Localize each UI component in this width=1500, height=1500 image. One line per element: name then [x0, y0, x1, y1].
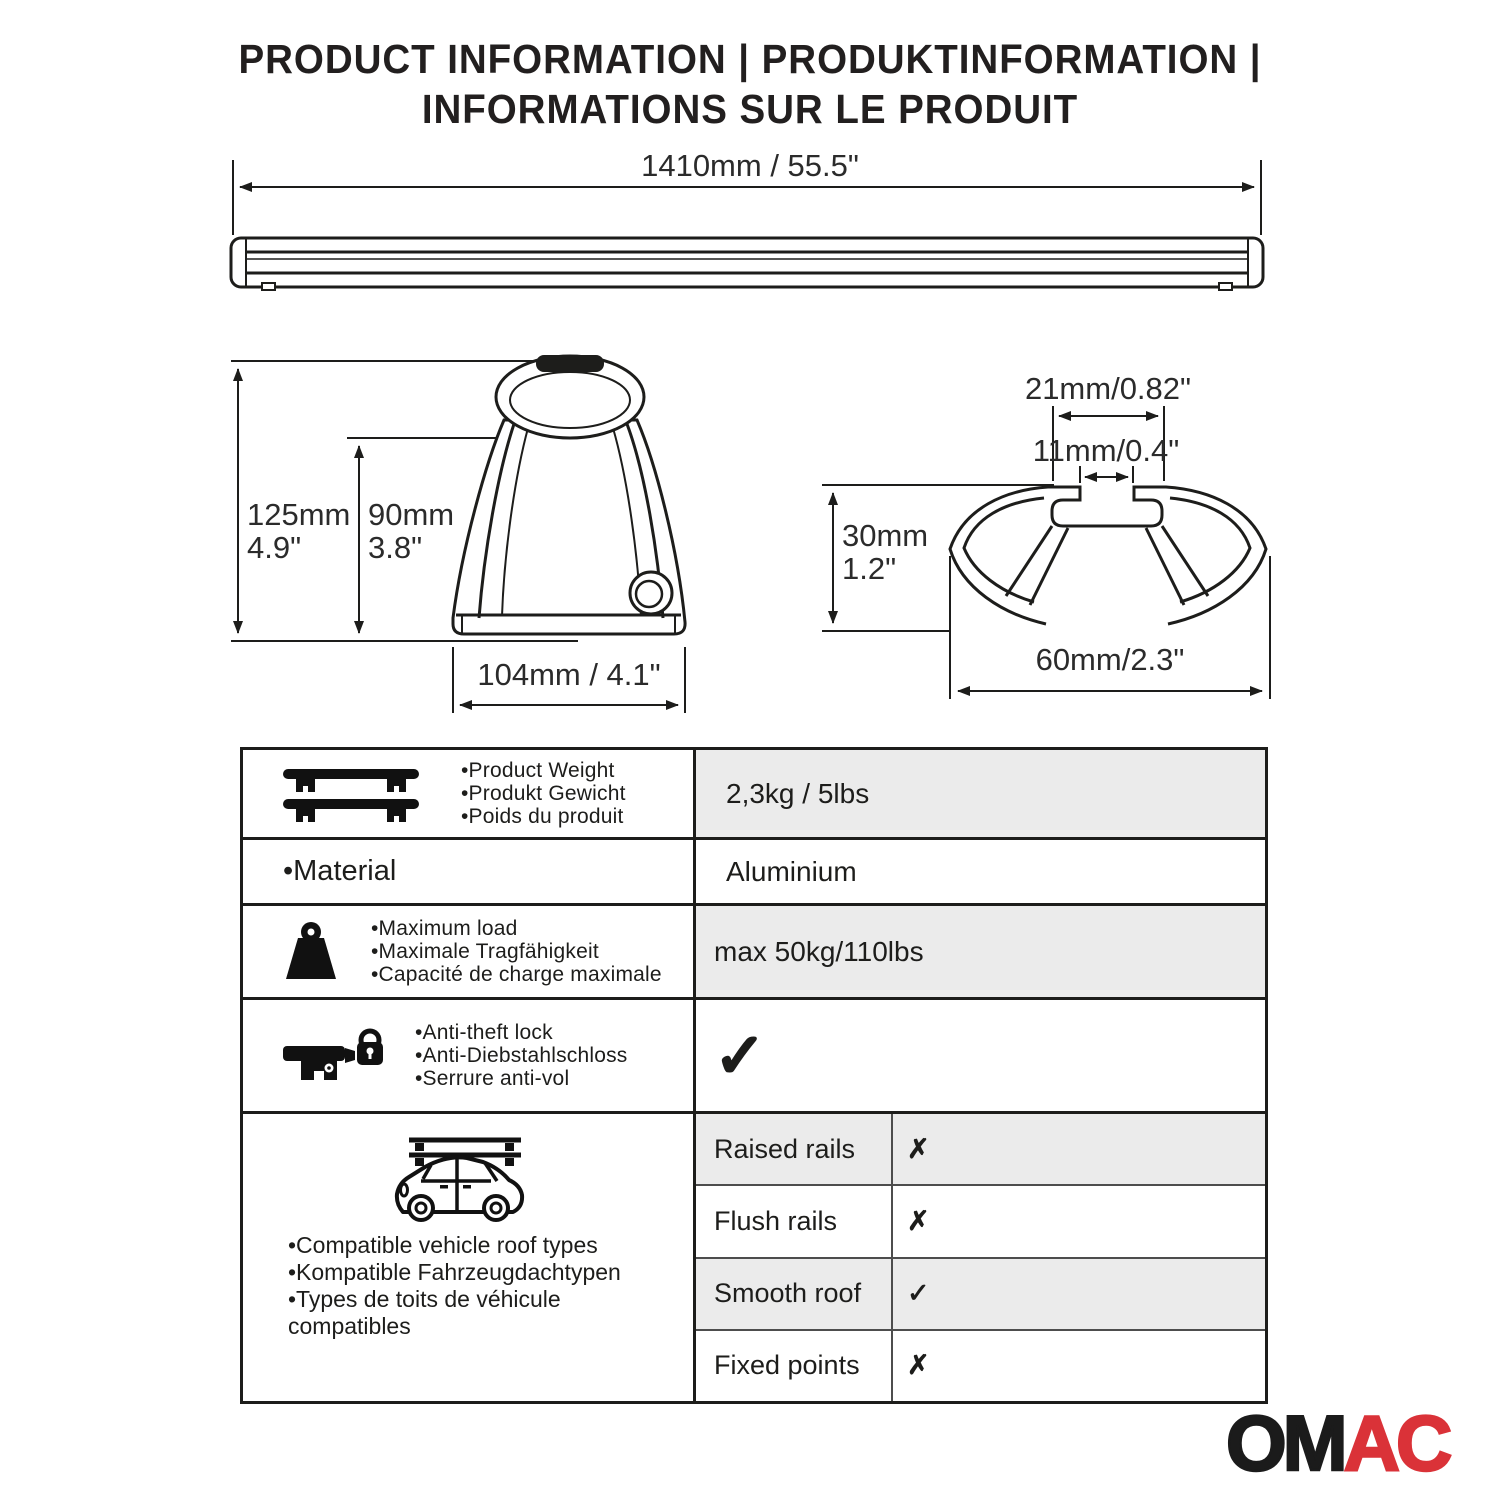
profile-width-label: 60mm/2.3"	[1035, 642, 1185, 677]
maximum-load-value-cell	[696, 906, 1265, 997]
product-weight-value: 2,3kg / 5lbs	[726, 777, 870, 809]
material-value: Aluminium	[726, 855, 857, 887]
table-row-maximum-load	[243, 906, 1265, 1000]
slot-width-label: 11mm/0.4"	[1032, 433, 1180, 468]
table-row-material	[243, 840, 1265, 906]
foot-clamp-mm-label: 90mm	[368, 497, 455, 532]
profile-height-mm-label: 30mm	[842, 518, 929, 553]
page-title-line1: PRODUCT INFORMATION | PRODUKTINFORMATION |	[238, 36, 1262, 82]
product-weight-value-cell	[696, 750, 1265, 837]
omac-logo-black-part: OM	[1226, 1399, 1344, 1487]
roof-type-label: Raised rails	[696, 1114, 893, 1184]
foot-clamp-in-label: 3.8"	[368, 530, 423, 565]
table-row-product-weight	[243, 750, 1265, 840]
roof-types-matrix	[696, 1114, 1265, 1401]
roof-type-mark: ✗	[907, 1205, 930, 1236]
bar-length-dimension-label: 1410mm / 55.5"	[641, 148, 859, 183]
roof-type-label: Flush rails	[696, 1186, 893, 1256]
roof-type-label: Fixed points	[696, 1331, 893, 1401]
profile-outer-shell	[950, 487, 1266, 624]
anti-theft-checkmark: ✓	[714, 1022, 766, 1091]
spec-table	[240, 747, 1268, 1404]
material-label: •Material	[283, 855, 397, 887]
weight-icon	[279, 921, 343, 983]
roof-type-row-raised-rails	[696, 1114, 1265, 1186]
roof-types-labels: •Compatible vehicle roof types •Kompatible Fahrzeugdachtypen •Types de toits de véhicule compatibles	[288, 1232, 621, 1339]
page-title-line2: INFORMATIONS SUR LE PRODUIT	[421, 86, 1079, 132]
foot-height-mm-label: 125mm	[247, 497, 351, 532]
table-row-anti-theft	[243, 1000, 1265, 1114]
material-label-cell	[243, 840, 696, 903]
product-weight-label-cell	[243, 750, 696, 837]
roof-type-mark: ✗	[907, 1350, 930, 1381]
maximum-load-labels: •Maximum load •Maximale Tragfähigkeit •Capacité de charge maximale	[371, 917, 662, 986]
technical-drawings	[0, 0, 1500, 745]
profile-height-in-label: 1.2"	[842, 551, 897, 586]
roof-type-mark: ✗	[907, 1133, 930, 1164]
table-row-roof-types	[243, 1114, 1265, 1401]
product-weight-labels: •Product Weight •Produkt Gewicht •Poids du produit	[461, 759, 626, 828]
flange-width-label: 21mm/0.82"	[1024, 371, 1192, 406]
roof-rack-icon	[281, 766, 421, 822]
foot-width-label: 104mm / 4.1"	[477, 657, 661, 692]
maximum-load-label-cell	[243, 906, 696, 997]
anti-theft-lock-icon	[279, 1024, 389, 1088]
anti-theft-value-cell	[696, 1000, 1265, 1111]
roof-types-label-cell	[243, 1114, 696, 1401]
anti-theft-labels: •Anti-theft lock •Anti-Diebstahlschloss •Serrure anti-vol	[415, 1021, 628, 1090]
anti-theft-label-cell	[243, 1000, 696, 1111]
material-value-cell	[696, 840, 1265, 903]
roof-type-mark: ✓	[907, 1278, 930, 1309]
foot-height-in-label: 4.9"	[247, 530, 302, 565]
car-roof-rack-icon	[393, 1122, 535, 1222]
roof-type-row-fixed-points	[696, 1331, 1265, 1401]
roof-type-label: Smooth roof	[696, 1259, 893, 1329]
maximum-load-value: max 50kg/110lbs	[714, 935, 924, 967]
roof-type-row-smooth-roof	[696, 1259, 1265, 1331]
omac-logo	[1226, 1398, 1448, 1489]
omac-logo-red-part: AC	[1343, 1399, 1449, 1487]
roof-type-row-flush-rails	[696, 1186, 1265, 1258]
